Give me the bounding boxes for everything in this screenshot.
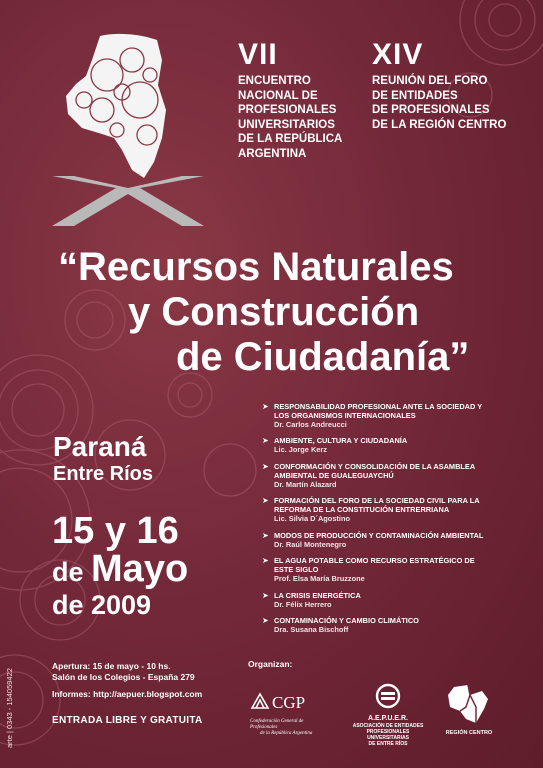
edition-reunion bbox=[372, 40, 506, 132]
opening-info bbox=[52, 661, 195, 683]
cgp-subtitle-2: de la República Argentina bbox=[260, 731, 313, 736]
cgp-emblem-icon bbox=[250, 690, 320, 714]
aepuer-sub-2: PROFESIONALES UNIVERSITARIAS bbox=[366, 729, 410, 741]
edition-line: REUNIÓN DEL FORO bbox=[372, 75, 488, 87]
decorative-x-mark bbox=[52, 176, 204, 226]
free-entry-notice: ENTRADA LIBRE Y GRATUITA bbox=[52, 715, 203, 726]
event-location bbox=[53, 432, 153, 486]
region-centro-logo bbox=[440, 683, 498, 741]
topic-speaker: Dr. Félix Herrero bbox=[274, 599, 332, 609]
edition-line: DE LA REGIÓN CENTRO bbox=[372, 118, 507, 131]
title-line-1: “Recursos Naturales bbox=[58, 245, 454, 289]
organizers-label: Organizan: bbox=[248, 659, 293, 669]
design-credit: arte | 0343 - 154059422 bbox=[5, 668, 14, 748]
topic-title: AMBIENTE, CULTURA Y CIUDADANÍA bbox=[274, 436, 408, 446]
venue-address: Salón de los Colegios - España 279 bbox=[52, 672, 195, 682]
topic-title: MODOS DE PRODUCCIÓN Y CONTAMINACIÓN AMBIENTAL bbox=[274, 530, 484, 540]
topic-speaker: Dr. Raúl Montenegro bbox=[274, 539, 347, 549]
title-line-2: y Construcción bbox=[128, 290, 420, 334]
list-item bbox=[262, 557, 492, 583]
arrow-icon: ➤ bbox=[262, 590, 269, 600]
list-item bbox=[262, 532, 492, 550]
date-month: Mayo bbox=[91, 548, 189, 590]
event-dates bbox=[52, 510, 188, 621]
aepuer-emblem-icon bbox=[375, 683, 401, 709]
edition-line: DE PROFESIONALES bbox=[372, 104, 490, 116]
date-month-line bbox=[52, 548, 189, 590]
aepuer-name: A.E.P.U.E.R. bbox=[368, 715, 408, 722]
edition-line: DE ENTIDADES bbox=[372, 89, 458, 102]
edition-line: NACIONAL DE bbox=[238, 89, 318, 102]
list-item bbox=[262, 617, 492, 635]
region-name: REGIÓN CENTRO bbox=[445, 730, 493, 736]
info-website[interactable]: Informes: http://aepuer.blogspot.com bbox=[52, 689, 203, 699]
edition-number: VII bbox=[238, 38, 278, 71]
arrow-icon: ➤ bbox=[262, 530, 269, 540]
edition-line: PROFESIONALES bbox=[238, 104, 337, 116]
cgp-name: CGP bbox=[272, 693, 306, 712]
entre-rios-map bbox=[62, 30, 170, 180]
topic-title: EL AGUA POTABLE COMO RECURSO ESTRATÉGICO DE ESTE SIGLO bbox=[274, 556, 475, 575]
topic-speaker: Lic. Silvia D´Agostino bbox=[274, 513, 350, 523]
list-item bbox=[262, 592, 492, 610]
topics-list bbox=[262, 403, 492, 643]
date-days: 15 y 16 bbox=[52, 510, 179, 552]
arrow-icon: ➤ bbox=[262, 616, 269, 626]
topic-title: CONTAMINACIÓN Y CAMBIO CLIMÁTICO bbox=[274, 616, 419, 626]
arrow-icon: ➤ bbox=[262, 436, 269, 446]
date-year: de 2009 bbox=[52, 590, 152, 620]
topic-title: LA CRISIS ENERGÉTICA bbox=[274, 590, 361, 600]
list-item bbox=[262, 437, 492, 455]
edition-line: DE LA REPÚBLICA bbox=[238, 133, 343, 145]
title-line-3: de Ciudadanía” bbox=[176, 335, 470, 379]
aepuer-sub-1: ASOCIACIÓN DE ENTIDADES bbox=[352, 723, 424, 729]
cgp-subtitle-1: Confederación General de Profesionales bbox=[250, 719, 304, 730]
region-map-icon bbox=[446, 683, 492, 725]
date-prefix: de bbox=[52, 557, 84, 587]
topic-title: RESPONSABILIDAD PROFESIONAL ANTE LA SOCIEDAD Y LOS ORGANISMOS INTERNACIONALES bbox=[274, 402, 483, 420]
city-name: Paraná bbox=[53, 431, 147, 462]
topic-title: CONFORMACIÓN Y CONSOLIDACIÓN DE LA ASAMBLEA AMBIENTAL DE GUALEGUAYCHÚ bbox=[274, 461, 475, 480]
edition-encuentro bbox=[238, 40, 342, 161]
edition-line: ARGENTINA bbox=[238, 147, 307, 160]
arrow-icon: ➤ bbox=[262, 556, 269, 566]
edition-number: XIV bbox=[372, 38, 424, 71]
topic-speaker: Dra. Susana Bischoff bbox=[274, 625, 349, 635]
list-item bbox=[262, 463, 492, 489]
arrow-icon: ➤ bbox=[262, 461, 269, 471]
topic-speaker: Dr. Carlos Andreucci bbox=[274, 419, 347, 429]
opening-time: Apertura: 15 de mayo - 10 hs. bbox=[52, 661, 171, 671]
arrow-icon: ➤ bbox=[262, 402, 269, 411]
topic-speaker: Dr. Martín Alazard bbox=[274, 479, 337, 489]
list-item bbox=[262, 497, 492, 523]
topic-speaker: Prof. Elsa María Bruzzone bbox=[274, 573, 365, 583]
aepuer-sub-3: DE ENTRE RÍOS bbox=[368, 741, 408, 747]
edition-line: ENCUENTRO bbox=[238, 75, 311, 87]
arrow-icon: ➤ bbox=[262, 496, 269, 506]
aepuer-logo bbox=[352, 683, 424, 747]
cgp-logo bbox=[250, 690, 320, 736]
edition-line: UNIVERSITARIOS bbox=[238, 118, 335, 131]
list-item bbox=[262, 403, 492, 429]
topic-speaker: Lic. Jorge Kerz bbox=[274, 445, 327, 455]
topic-title: FORMACIÓN DEL FORO DE LA SOCIEDAD CIVIL PARA LA REFORMA DE LA CONSTITUCIÓN ENTRERRIANA bbox=[274, 496, 480, 515]
province-name: Entre Ríos bbox=[53, 463, 154, 485]
